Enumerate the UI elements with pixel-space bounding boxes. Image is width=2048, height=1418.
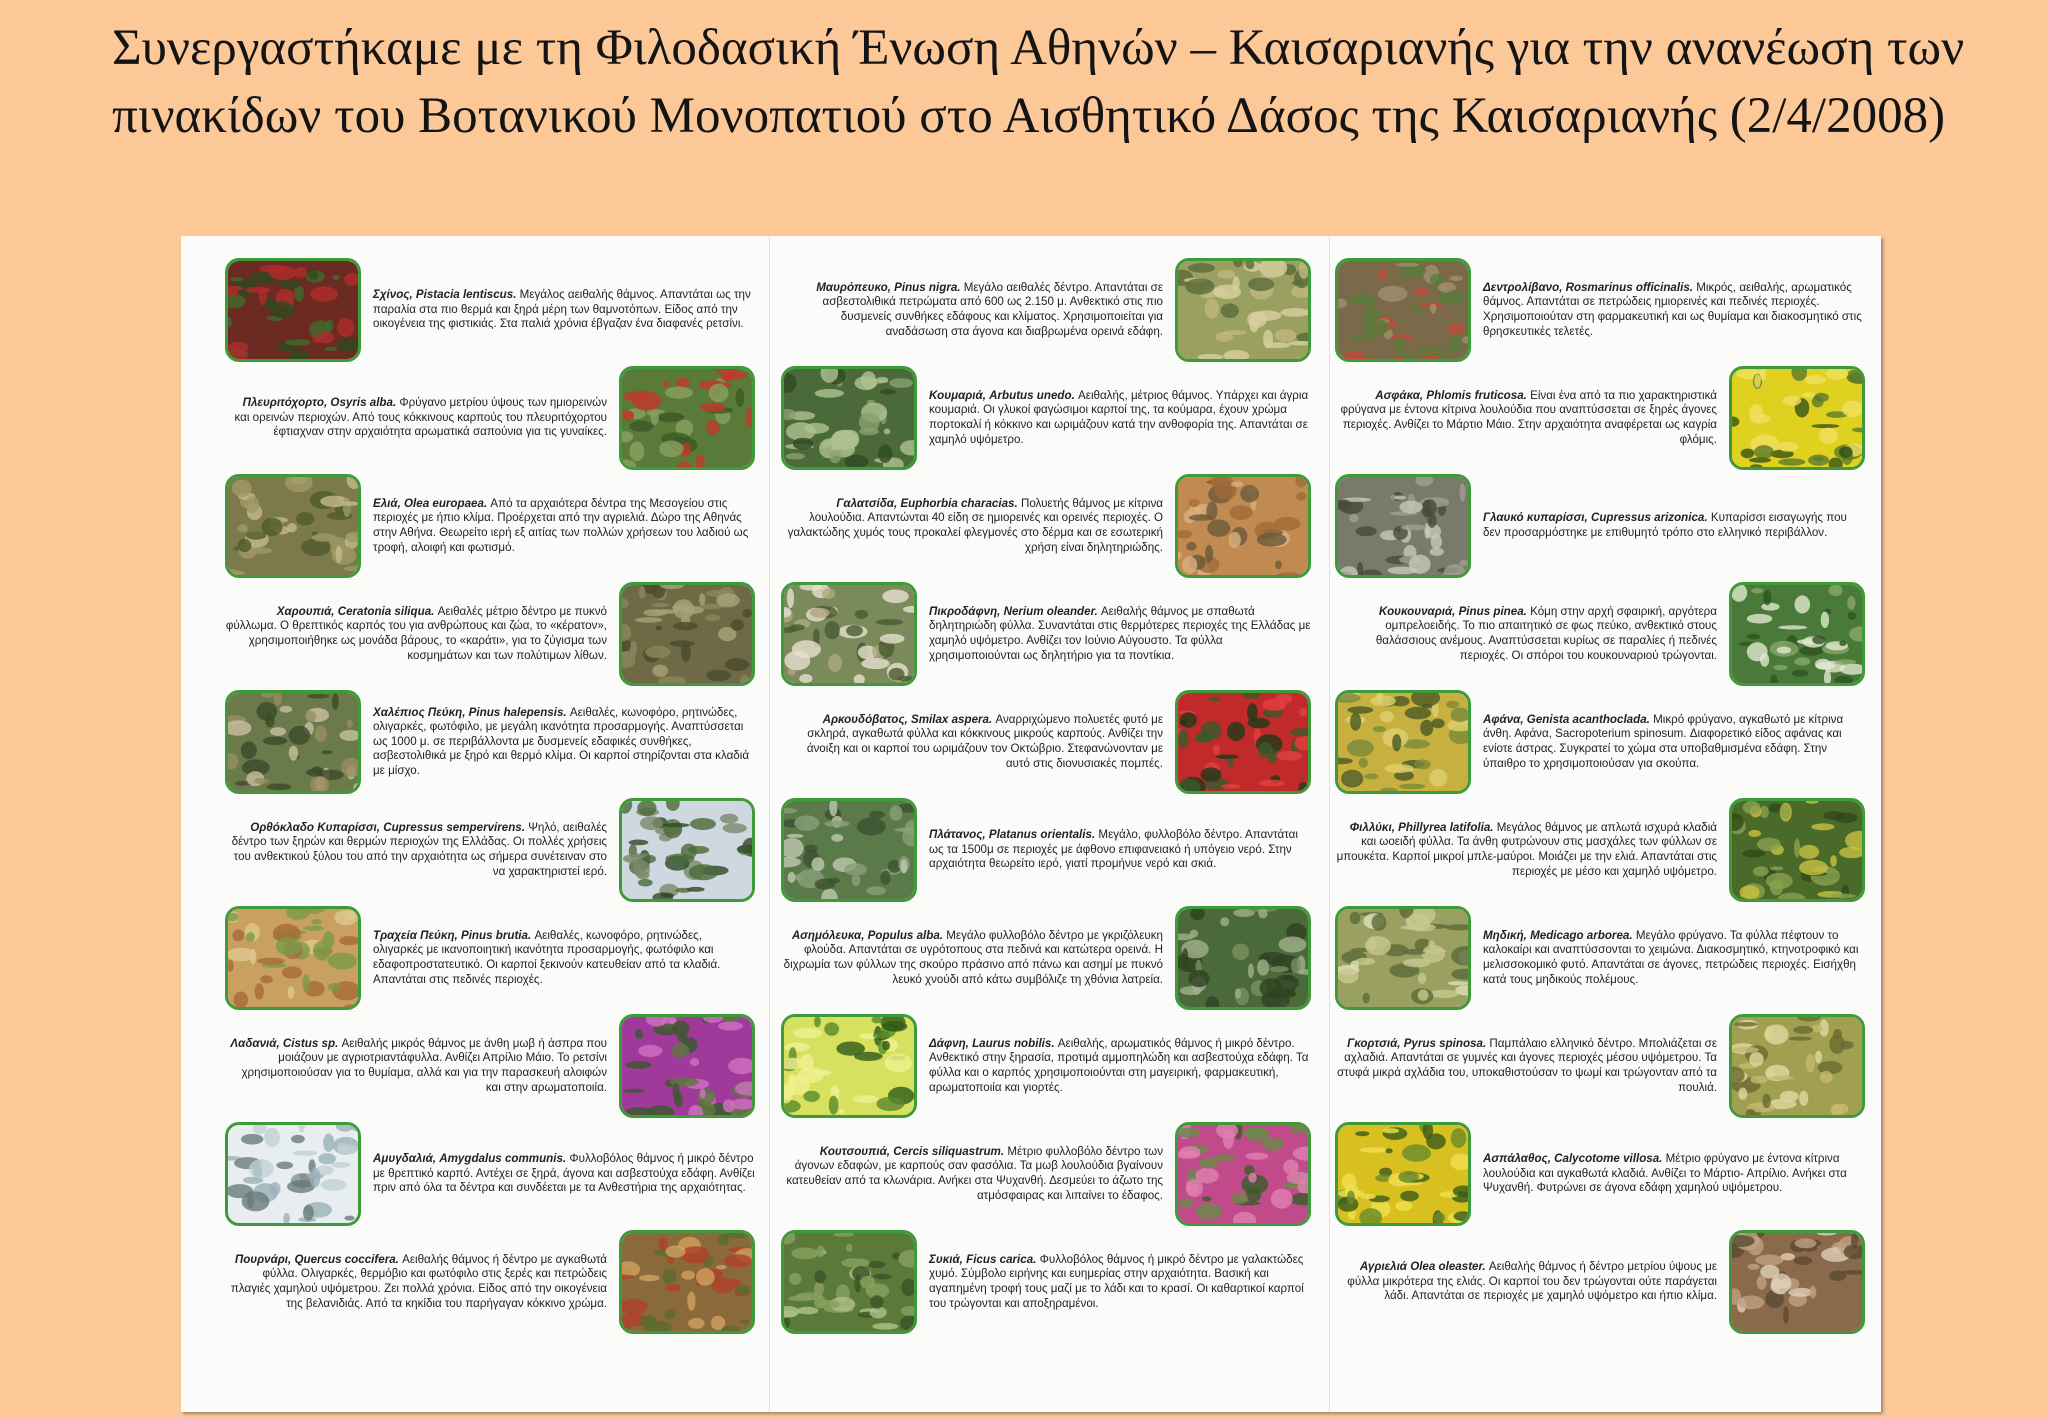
plant-name: Πλευριτόχορτο, Osyris alba. (242, 396, 397, 410)
plant-photo (619, 366, 755, 470)
plant-text: Μικρό φρύγανο, αγκαθωτό με κίτρινα άνθη. Αφάνα, Sacropoterium spinosum. Διαφορετικό είδος αφάνας και ενίοτε άστρας. Συγκρατεί το χώμα στα υποβαθμισμένα εδάφη. Στην ύπαιθρο το χρησιμοποιούσαν για σκούπα. (1483, 712, 1844, 770)
plant-name: Ασημόλευκα, Populus alba. (791, 928, 944, 942)
plant-text: Μέτριο φρύγανο με έντονα κίτρινα λουλούδια και αγκαθωτά κλαδιά. Ανθίζει το Μάρτιο- Απρίλιο. Ανήκει στα Ψυχανθή. Φυτρώνει σε άγονα εδάφη χαμηλού υψόμετρου. (1483, 1152, 1847, 1195)
plant-description (1483, 1152, 1865, 1196)
plant-name: Ορθόκλαδο Κυπαρίσσι, Cupressus sempervirens. (250, 820, 525, 834)
plant-photo (225, 690, 361, 794)
plant-photo (1175, 258, 1311, 362)
brochure-column-1 (225, 256, 755, 1336)
plant-text: Μεγάλο φρύγανο. Τα φύλλα πέφτουν το καλοκαίρι και αναπτύσσονται το χειμώνα. Διακοσμητικό, κτηνοτροφικό και μελισσοκομικό φυτό. Απαντάται σε άγονες, πετρώδεις περιοχές. Εισήχθη κατά τους μηδικούς πολέμους. (1483, 928, 1859, 986)
plant-description (1335, 1037, 1717, 1095)
plant-photo (1175, 1122, 1311, 1226)
brochure-scan (181, 236, 1881, 1412)
plant-text: Αναρριχώμενο πολυετές φυτό με σκληρά, αγκαθωτά φύλλα και κόκκινους μικρούς καρπούς. Ανθίζει την άνοιξη και οι καρποί του ωριμάζουν τον Οκτώβριο. Στεφανώνονταν με αυτό στις διονυσιακές πομπές. (806, 712, 1163, 770)
plant-description (1335, 1260, 1717, 1304)
plant-description (1483, 281, 1865, 339)
plant-photo (225, 1122, 361, 1226)
plant-name: Χαρουπιά, Ceratonia siliqua. (276, 604, 435, 618)
plant-entry (225, 364, 755, 472)
plant-entry (225, 904, 755, 1012)
plant-text: Αειθαλής θάμνος με σπαθωτά δηλητηριώδη φύλλα. Συναντάται στις θερμότερες περιοχές της Ελλάδας με χαμηλό υψόμετρο. Ανθίζει τον Ιούνιο Αύγουστο. Τα φύλλα χρησιμοποιούνται ως δηλητήριο για τα ποντίκια. (929, 604, 1311, 662)
plant-name: Χαλέπιος Πεύκη, Pinus halepensis. (373, 705, 567, 719)
plant-photo (1729, 582, 1865, 686)
plant-description (225, 605, 607, 663)
plant-name: Λαδανιά, Cistus sp. (230, 1036, 339, 1050)
fold-line (1329, 236, 1330, 1412)
plant-description (781, 929, 1163, 987)
plant-entry (781, 904, 1311, 1012)
plant-photo (225, 258, 361, 362)
plant-text: Πολυετής θάμνος με κίτρινα λουλούδια. Απαντώνται 40 είδη σε ημιορεινές και ορεινές περιοχές. Ο γαλακτώδης χυμός τους προκαλεί φλεγμονές στο δέρμα και σε εσωτερική χρήση είναι δηλητηριώδης. (787, 496, 1163, 554)
plant-text: Αειθαλής θάμνος ή δέντρο με αγκαθωτά φύλλα. Ολιγαρκές, θερμόβιο και φωτόφιλο στις ξερές και πετρώδεις πλαγιές χαμηλού υψόμετρου. Ζει πολλά χρόνια. Είδος από την οικογένεια της βελανιδιάς. Από τα κηκίδια του παρήγαγαν κόκκινο χρώμα. (230, 1252, 607, 1310)
plant-photo (1175, 474, 1311, 578)
plant-text: Αειθαλής, μέτριος θάμνος. Υπάρχει και άγρια κουμαριά. Οι γλυκοί φαγώσιμοι καρποί της, τα κούμαρα, έχουν χρώμα πορτοκαλί ή κόκκινο και ωριμάζουν κατά την ανθοφορία της. Απαντάται σε χαμηλό υψόμετρο. (929, 388, 1309, 446)
plant-entry (781, 364, 1311, 472)
plant-name: Σχίνος, Pistacia lentiscus. (373, 288, 517, 302)
plant-description (225, 1253, 607, 1311)
plant-description (373, 1152, 755, 1196)
plant-entry (1335, 472, 1865, 580)
plant-text: Αειθαλής, αρωματικός θάμνος ή μικρό δέντρο. Ανθεκτικό στην ξηρασία, προτιμά αμμοπηλώδη και ασβεστούχα εδάφη. Τα φύλλα και ο καρπός χρησιμοποιούνται στη μαγειρική, φαρμακευτική, αρωματοποιία και γιορτές. (929, 1036, 1309, 1094)
plant-text: Μεγάλος αειθαλής θάμνος. Απαντάται ως την παραλία στα πιο θερμά και ξηρά μέρη των θαμνοτόπων. Είδος από την οικογένεια της φιστικιάς. Στα παλιά χρόνια έβγαζαν ένα διαφανές ρετσίνι. (373, 288, 751, 331)
plant-entry (781, 472, 1311, 580)
plant-description (929, 1037, 1311, 1095)
plant-text: Μικρός, αειθαλής, αρωματικός θάμνος. Απαντάται σε πετρώδεις ημιορεινές και πεδινές περιοχές. Χρησιμοποιούταν στη φαρμακευτική και ως θυμίαμα και διακοσμητικό στις θρησκευτικές τελετές. (1483, 280, 1862, 338)
plant-name: Κουμαριά, Arbutus unedo. (929, 388, 1075, 402)
plant-name: Αγριελιά Olea oleaster. (1359, 1260, 1486, 1274)
plant-entry (1335, 1228, 1865, 1336)
plant-entry (1335, 1120, 1865, 1228)
plant-description (929, 389, 1311, 447)
plant-text: Φρύγανο μετρίου ύψους των ημιορεινών και ορεινών περιοχών. Από τους κόκκινους καρπούς του πλευριτόχορτου έφτιαχναν στην αρχαιότητα αρωματικά σαπούνια για τις γυναίκες. (234, 396, 607, 439)
plant-description (1335, 605, 1717, 663)
brochure-column-3 (1335, 256, 1865, 1336)
plant-text: Μεγάλος θάμνος με απλωτά ισχυρά κλαδιά και ωοειδή φύλλα. Τα άνθη φυτρώνουν στις μασχάλες των φύλλων σε μπουκέτα. Καρποί μικροί μπλε-μαύροι. Μοιάζει με την ελιά. Απαντάται στις περιοχές με μέσο και χαμηλό υψόμετρο. (1336, 820, 1717, 878)
plant-description (373, 706, 755, 779)
plant-description (373, 288, 755, 332)
plant-entry (225, 1012, 755, 1120)
plant-entry (781, 256, 1311, 364)
plant-entry (225, 1120, 755, 1228)
plant-text: Φυλλοβόλος θάμνος ή μικρό δέντρο με θρεπτικό καρπό. Αντέχει σε ξηρά, άγονα και ασβεστούχα εδάφη. Ανθίζει πριν από όλα τα δέντρα και συνδέεται με τα Ανθεστήρια της αρχαιότητας. (373, 1152, 755, 1195)
plant-text: Είναι ένα από τα πιο χαρακτηριστικά φρύγανα με έντονα κίτρινα λουλούδια που αναπτύσσεται σε ξηρές άγονες περιοχές. Ανθίζει το Μάρτιο Μάιο. Στην αρχαιότητα αναφέρεται ως καγρία φλόμις. (1340, 388, 1717, 446)
plant-description (929, 605, 1311, 663)
plant-description (225, 396, 607, 440)
plant-name: Μαυρόπευκο, Pinus nigra. (816, 280, 961, 294)
plant-photo (619, 798, 755, 902)
plant-entry (781, 688, 1311, 796)
plant-photo (1335, 906, 1471, 1010)
plant-name: Αφάνα, Genista acanthoclada. (1483, 712, 1650, 726)
plant-name: Ασπάλαθος, Calycotome villosa. (1483, 1152, 1663, 1166)
plant-entry (781, 796, 1311, 904)
plant-entry (781, 1120, 1311, 1228)
plant-text: Αειθαλές, κωνοφόρο, ρητινώδες, ολιγαρκές, φωτόφιλο, με μεγάλη ικανότητα προσαρμογής. Αναπτύσσεται ως 1000 μ. σε περιβάλλοντα με δυσμενείς εδαφικές συνθήκες, ασβεστολιθικά με ξηρό και θερμό κλίμα. Οι καρποί στηρίζονται στα κλαδιά με μίσχο. (373, 705, 750, 777)
plant-entry (1335, 364, 1865, 472)
plant-entry (781, 1228, 1311, 1336)
plant-entry (225, 472, 755, 580)
plant-name: Συκιά, Ficus carica. (929, 1252, 1037, 1266)
plant-name: Αμυγδαλιά, Amygdalus communis. (373, 1152, 567, 1166)
plant-photo (1335, 1122, 1471, 1226)
plant-name: Τραχεία Πεύκη, Pinus brutia. (373, 928, 532, 942)
plant-description (781, 1145, 1163, 1203)
plant-name: Πικροδάφνη, Nerium oleander. (929, 604, 1098, 618)
plant-text: Φυλλοβόλος θάμνος ή μικρό δέντρο με γαλακτώδες χυμό. Σύμβολο ειρήνης και ευημερίας στην αρχαιότητα. Βασική και αγαπημένη τροφή τους μαζί με το λάδι και το κρασί. Οι καθαρτικοί καρποί του τρώγονται και αποξηραμένοι. (929, 1252, 1304, 1310)
plant-entry (1335, 580, 1865, 688)
plant-text: Κόμη στην αρχή σφαιρική, αργότερα ομπρελοειδής. Το πιο απαιτητικό σε φως πεύκο, ανθεκτικό στους θαλάσσιους ανέμους. Αναπτύσσεται κυρίως σε παραλίες ή πεδινές περιοχές. Οι σπόροι του κουκουναριού τρώγονται. (1375, 604, 1717, 662)
plant-text: Μεγάλο φυλλοβόλο δέντρο με γκριζόλευκη φλούδα. Απαντάται σε υγρότοπους στα πεδινά και κατώτερα ορεινά. Η διχρωμία των φύλλων της σκούρο πράσινο από πάνω και ασημί με πυκνό λευκό χνούδι από κάτω συμβόλιζε τη χθόνια λατρεία. (783, 928, 1163, 986)
plant-photo (1729, 1230, 1865, 1334)
plant-text: Αειθαλής μικρός θάμνος με άνθη μωβ ή άσπρα που μοιάζουν με αγριοτριαντάφυλλα. Ανθίζει Απρίλιο Μάιο. Το ρετσίνι χρησιμοποιούσαν για το θυμίαμα, αλλά και για την παρασκευή αλοιφών και στην αρωματοποιία. (241, 1036, 607, 1094)
plant-entry (225, 1228, 755, 1336)
plant-description (1483, 713, 1865, 771)
plant-photo (1335, 690, 1471, 794)
plant-name: Μηδική, Medicago arborea. (1483, 928, 1633, 942)
plant-description (1335, 389, 1717, 447)
plant-name: Γλαυκό κυπαρίσσι, Cupressus arizonica. (1483, 511, 1708, 525)
plant-description (1483, 929, 1865, 987)
plant-photo (619, 582, 755, 686)
plant-photo (1729, 798, 1865, 902)
plant-photo (781, 366, 917, 470)
plant-name: Πουρνάρι, Quercus coccifera. (234, 1252, 399, 1266)
plant-photo (1335, 258, 1471, 362)
plant-name: Ελιά, Olea europaea. (373, 496, 488, 510)
plant-photo (781, 798, 917, 902)
plant-photo (619, 1014, 755, 1118)
plant-text: Μεγάλο, φυλλοβόλο δέντρο. Απαντάται ως τα 1500μ σε περιοχές με άφθονο επιφανειακό ή υπόγειο νερό. Στην αρχαιότητα θεωρείτο ιερό, γιατί προμήνυε νερό και σκιά. (929, 828, 1298, 871)
plant-name: Πλάτανος, Platanus orientalis. (929, 828, 1096, 842)
plant-text: Αειθαλές, κωνοφόρο, ρητινώδες, ολιγαρκές με ικανοποιητική ικανότητα προσαρμογής, φωτόφιλο και εδαφοπροστατευτικό. Οι καρποί ξεκινούν κατευθείαν από τα κλαδιά. Απαντάται στις πεδινές περιοχές. (373, 928, 721, 986)
plant-text: Ψηλό, αειθαλές δέντρο των ξηρών και θερμών περιοχών της Ελλάδας. Οι πολλές χρήσεις του ανθεκτικού ξύλου του από την αρχαιότητα ως σήμερα συνέτειναν στο να χαρακτηριστεί ιερό. (231, 820, 607, 878)
plant-name: Γκορτσιά, Pyrus spinosa. (1347, 1036, 1487, 1050)
plant-description (373, 497, 755, 555)
plant-entry (1335, 904, 1865, 1012)
plant-description (225, 1037, 607, 1095)
plant-text: Μεγάλο αειθαλές δέντρο. Απαντάται σε ασβεστολιθικά πετρώματα από 600 ως 2.150 μ. Ανθεκτικό στις πιο δυσμενείς συνθήκες εδάφους και κλίματος. Χρησιμοποιείται για αναδάσωση στα άγονα και διαβρωμένα ορεινά εδάφη. (822, 280, 1163, 338)
plant-photo (1729, 366, 1865, 470)
plant-entry (781, 1012, 1311, 1120)
plant-description (929, 1253, 1311, 1311)
plant-entry (1335, 796, 1865, 904)
plant-entry (1335, 1012, 1865, 1120)
plant-description (781, 497, 1163, 555)
plant-photo (225, 474, 361, 578)
plant-entry (225, 688, 755, 796)
plant-description (373, 929, 755, 987)
plant-text: Αειθαλής θάμνος ή δέντρο μετρίου ύψους με φύλλα μικρότερα της ελιάς. Οι καρποί του δεν τρώγονται ούτε παράγεται λάδι. Απαντάται σε περιοχές με χαμηλό υψόμετρο και ήπιο κλίμα. (1347, 1260, 1717, 1303)
plant-photo (225, 906, 361, 1010)
plant-text: Αειθαλές μέτριο δέντρο με πυκνό φύλλωμα. Ο θρεπτικός καρπός του για ανθρώπους και ζώα, το «κέρατον», χρησιμοποιήθηκε ως μονάδα βάρους, το «καράτι», για το ζύγισμα των κοσμημάτων και των πολύτιμων λίθων. (225, 604, 607, 662)
plant-text: Κυπαρίσσι εισαγωγής που δεν προσαρμόστηκε με επιθυμητό τρόπο στο ελληνικό περιβάλλον. (1483, 511, 1847, 539)
plant-entry (225, 256, 755, 364)
plant-photo (781, 1014, 917, 1118)
plant-name: Φιλλύκι, Phillyrea latifolia. (1349, 820, 1494, 834)
plant-text: Από τα αρχαιότερα δέντρα της Μεσογείου στις περιοχές με ήπιο κλίμα. Προέρχεται από την αγριελιά. Δώρο της Αθηνάς στην Αθήνα. Θεωρείτο ιερή εξ αιτίας των πολλών χρήσεων του λαδιού ως τροφή, αλοιφή και φωτισμό. (373, 496, 749, 554)
plant-description (781, 713, 1163, 771)
plant-entry (1335, 256, 1865, 364)
plant-name: Κουτσουπιά, Cercis siliquastrum. (819, 1144, 1005, 1158)
plant-photo (1175, 690, 1311, 794)
plant-description (929, 828, 1311, 872)
plant-name: Αρκουδόβατος, Smilax aspera. (822, 712, 993, 726)
plant-photo (781, 1230, 917, 1334)
plant-entry (225, 580, 755, 688)
plant-entry (225, 796, 755, 904)
plant-description (1335, 821, 1717, 879)
plant-name: Κουκουναριά, Pinus pinea. (1378, 604, 1527, 618)
plant-entry (1335, 688, 1865, 796)
plant-photo (1175, 906, 1311, 1010)
plant-description (1483, 511, 1865, 540)
slide-title: Συνεργαστήκαμε με τη Φιλοδασική Ένωση Αθηνών – Καισαριανής για την ανανέωση των πινακίδων του Βοτανικού Μονοπατιού στο Αισθητικό Δάσος της Καισαριανής (2/4/2008) (112, 20, 1965, 144)
plant-name: Δεντρολίβανο, Rosmarinus officinalis. (1483, 280, 1693, 294)
plant-text: Μέτριο φυλλοβόλο δέντρο των άγονων εδαφών, με καρπούς σαν φασόλια. Τα μωβ λουλούδια βγαίνουν κατευθείαν από τα κλωνάρια. Ανήκει στα Ψυχανθή. Δεσμεύει το άζωτο της ατμόσφαιρας και λιπαίνει το έδαφος. (786, 1144, 1163, 1202)
plant-text: Παμπάλαιο ελληνικό δέντρο. Μπολιάζεται σε αχλαδιά. Απαντάται σε γυμνές και άγονες περιοχές μέσου υψόμετρου. Τα στυφά μικρά αχλάδια του, υποκαθιστούσαν το ψωμί και τρώγονταν από τα πουλιά. (1337, 1036, 1717, 1094)
plant-photo (1729, 1014, 1865, 1118)
plant-photo (781, 582, 917, 686)
fold-line (769, 236, 770, 1412)
plant-photo (619, 1230, 755, 1334)
plant-entry (781, 580, 1311, 688)
plant-name: Δάφνη, Laurus nobilis. (929, 1036, 1055, 1050)
plant-name: Ασφάκα, Phlomis fruticosa. (1375, 388, 1527, 402)
plant-description (225, 821, 607, 879)
plant-description (781, 281, 1163, 339)
plant-name: Γαλατσίδα, Euphorbia characias. (836, 496, 1018, 510)
plant-photo (1335, 474, 1471, 578)
brochure-column-2 (781, 256, 1311, 1336)
